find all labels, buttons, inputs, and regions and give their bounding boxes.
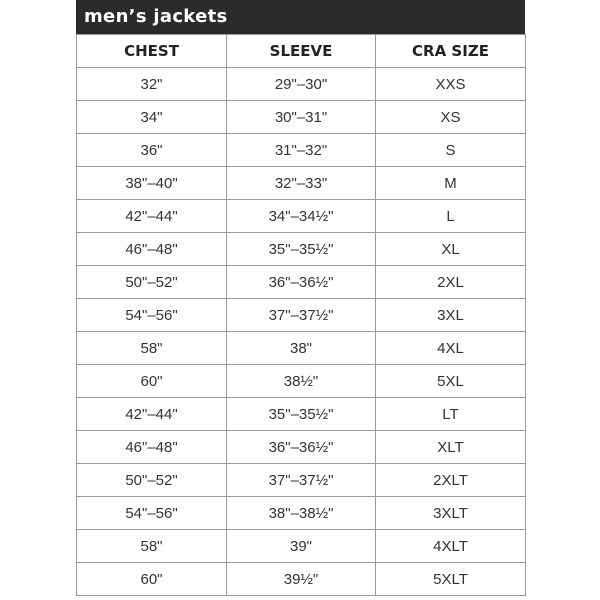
chest-cell: 46"–48"	[77, 233, 227, 266]
size-cell: 4XL	[376, 332, 526, 365]
sleeve-cell: 31"–32"	[227, 134, 376, 167]
sleeve-cell: 35"–35½"	[227, 398, 376, 431]
table-row	[77, 299, 526, 332]
chest-cell: 36"	[77, 134, 227, 167]
table-row	[77, 398, 526, 431]
table-row	[77, 68, 526, 101]
chest-cell: 42"–44"	[77, 398, 227, 431]
chest-cell: 58"	[77, 530, 227, 563]
size-cell: S	[376, 134, 526, 167]
sleeve-cell: 38½"	[227, 365, 376, 398]
table-row	[77, 431, 526, 464]
header-cra-size: CRA SIZE	[376, 35, 526, 68]
size-cell: XL	[376, 233, 526, 266]
sleeve-cell: 37"–37½"	[227, 464, 376, 497]
table-row	[77, 200, 526, 233]
size-table	[76, 34, 526, 596]
sleeve-cell: 37"–37½"	[227, 299, 376, 332]
chest-cell: 42"–44"	[77, 200, 227, 233]
table-row	[77, 233, 526, 266]
size-cell: XXS	[376, 68, 526, 101]
table-row	[77, 563, 526, 596]
size-cell: XS	[376, 101, 526, 134]
chest-cell: 46"–48"	[77, 431, 227, 464]
size-cell: 5XL	[376, 365, 526, 398]
size-cell: 3XLT	[376, 497, 526, 530]
table-row	[77, 266, 526, 299]
chest-cell: 60"	[77, 365, 227, 398]
chest-cell: 38"–40"	[77, 167, 227, 200]
chest-cell: 60"	[77, 563, 227, 596]
size-cell: 4XLT	[376, 530, 526, 563]
table-row	[77, 167, 526, 200]
chest-cell: 54"–56"	[77, 299, 227, 332]
size-cell: 2XL	[376, 266, 526, 299]
table-row	[77, 332, 526, 365]
header-row	[77, 35, 526, 68]
size-cell: XLT	[376, 431, 526, 464]
size-chart	[76, 0, 525, 596]
sleeve-cell: 34"–34½"	[227, 200, 376, 233]
chest-cell: 54"–56"	[77, 497, 227, 530]
sleeve-cell: 38"	[227, 332, 376, 365]
chest-cell: 32"	[77, 68, 227, 101]
sleeve-cell: 36"–36½"	[227, 431, 376, 464]
size-cell: 5XLT	[376, 563, 526, 596]
sleeve-cell: 36"–36½"	[227, 266, 376, 299]
sleeve-cell: 39"	[227, 530, 376, 563]
size-cell: L	[376, 200, 526, 233]
chest-cell: 58"	[77, 332, 227, 365]
chest-cell: 50"–52"	[77, 266, 227, 299]
table-row	[77, 134, 526, 167]
table-row	[77, 497, 526, 530]
table-row	[77, 101, 526, 134]
header-sleeve: SLEEVE	[227, 35, 376, 68]
sleeve-cell: 35"–35½"	[227, 233, 376, 266]
chest-cell: 50"–52"	[77, 464, 227, 497]
table-row	[77, 530, 526, 563]
size-cell: 3XL	[376, 299, 526, 332]
chart-title: men’s jackets	[76, 0, 525, 34]
size-cell: 2XLT	[376, 464, 526, 497]
chest-cell: 34"	[77, 101, 227, 134]
table-row	[77, 464, 526, 497]
sleeve-cell: 38"–38½"	[227, 497, 376, 530]
header-chest: CHEST	[77, 35, 227, 68]
table-row	[77, 365, 526, 398]
sleeve-cell: 29"–30"	[227, 68, 376, 101]
size-cell: M	[376, 167, 526, 200]
sleeve-cell: 30"–31"	[227, 101, 376, 134]
sleeve-cell: 32"–33"	[227, 167, 376, 200]
size-cell: LT	[376, 398, 526, 431]
sleeve-cell: 39½"	[227, 563, 376, 596]
